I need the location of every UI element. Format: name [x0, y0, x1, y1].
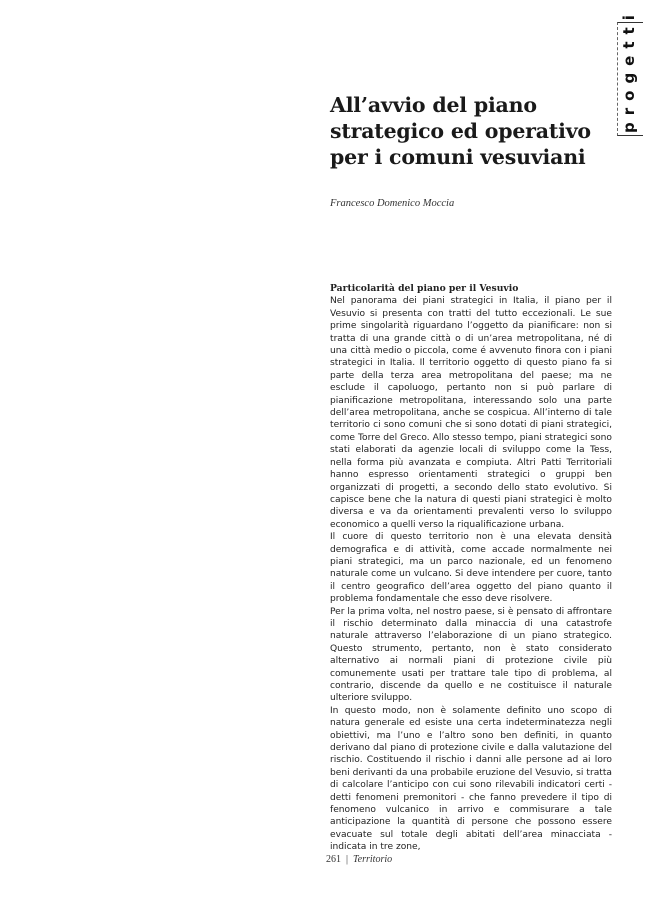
paragraph: In questo modo, non è solamente definito uno scopo di natura generale ed esiste una certa indeterminatezza negli obiettivi, ma l’uno e l’altro sono ben definiti, in quanto derivano dal piano di protezione civile e dalla valutazione del rischio. Costituendo il rischio i danni alle persone ad ai loro beni derivanti da una probabile eruzione del Vesuvio, si tratta di calcolare l’anticipo con cui sono rilevabili indicatori certi - detti fenomeni premonitori - che fanno prevedere il tipo di fenomeno vulcanico in arrivo e commisurare a tale anticipazione la quantità di persone che possono essere evacuate sul totale degli abitati dell’area minacciata - indicata in tre zone,: [330, 705, 612, 853]
paragraph: Il cuore di questo territorio non è una elevata densità demografica e di attività, come accade normalmente nei piani strategici, ma un parco nazionale, ed un fenomeno naturale come un vulcano. Si deve intendere per cuore, tanto il centro geografico dell’area oggetto del piano quanto il problema fondamentale che esso deve risolvere.: [330, 532, 612, 605]
paragraph: Per la prima volta, nel nostro paese, si è pensato di affrontare il rischio determinato dalla minaccia di una catastrofe naturale attraverso l’elaborazione di un piano strategico. Questo strumento, pertanto, non è stato considerato alternativo ai normali piani di protezione civile più comunemente usati per trattare tale tipo di problema, al contrario, discende da quello e ne costituisce il naturale ulteriore sviluppo.: [330, 606, 612, 704]
footer-separator: |: [346, 854, 349, 865]
page-number: 261: [326, 854, 341, 865]
paragraph: Nel panorama dei piani strategici in Italia, il piano per il Vesuvio si presenta con tratti del tutto eccezionali. Le sue prime singolarità riguardano l’oggetto da pianificare: non si tratta di una grande città o di un’area metropolitana, né di una città medio o piccola, come é avvenuto finora con i piani strategici in Italia. Il territorio oggetto di questo piano fa si parte della terza area metropolitana del paese; ma ne esclude il capoluogo, pertanto non si può parlare di pianificazione metropolitana, interessando solo una parte dell’area metropolitana, anche se cospicua. All’interno di tale territorio ci sono comuni che si sono dotati di piani strategici, come Torre del Greco. Allo stesso tempo, piani strategici sono stati elaborati da agenzie locali di sviluppo come la Tess, nella forma più avanzata e compiuta. Altri Patti Territoriali hanno espresso orientamenti strategici o gruppi ben organizzati di progetti, a secondo dello stato evolutivo. Si capisce bene che la natura di questi piani strategici è molto diversa e va da orientamenti prevalenti verso lo sviluppo economico a quelli verso la riqualificazione urbana.: [330, 296, 612, 530]
section-tab-label: progetti: [620, 8, 638, 133]
journal-name: Territorio: [353, 854, 393, 865]
section-tab: [617, 8, 643, 136]
section-heading: Particolarità del piano per il Vesuvio: [330, 283, 519, 294]
article-title: All’avvio del piano strategico ed operativo per i comuni vesuviani: [330, 93, 591, 169]
page-footer: [326, 854, 392, 865]
article-author: Francesco Domenico Moccia: [330, 198, 455, 209]
article-body: [330, 283, 612, 854]
